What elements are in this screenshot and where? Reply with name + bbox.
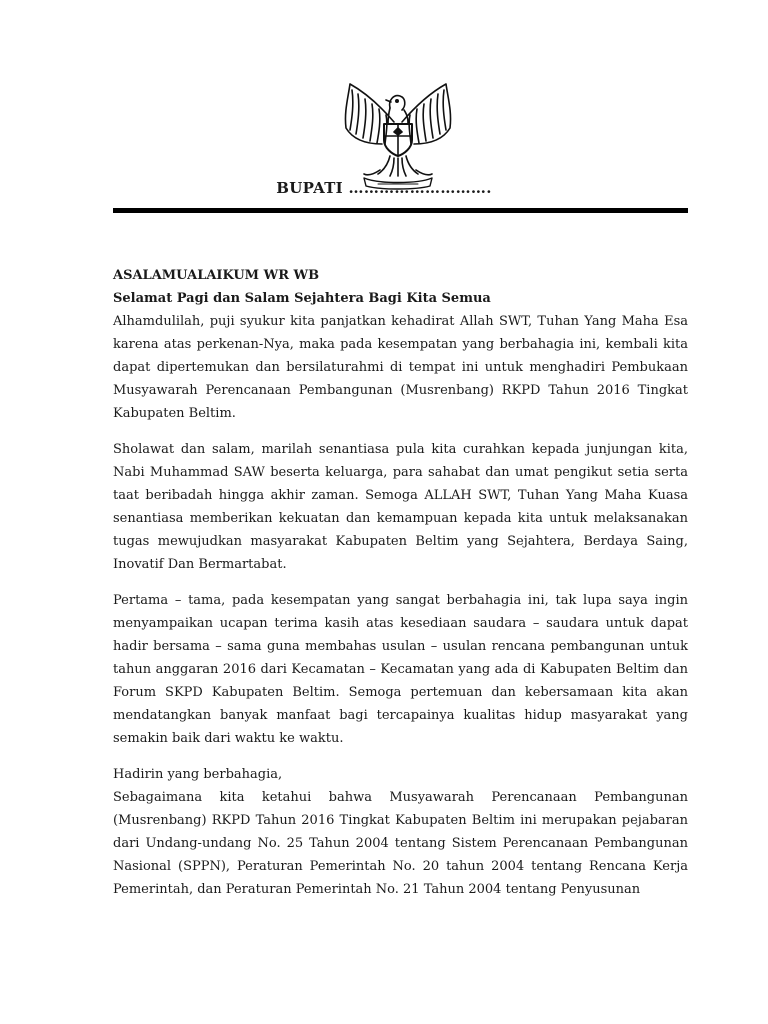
paragraph-5: Sebagaimana kita ketahui bahwa Musyawarah Perencanaan Pembangunan (Musrenbang) RKPD Tahun 2016 Tingkat Kabupaten Beltim ini merupakan pejabaran dari Undang-undang No. 25 Tahun 2004 tentang Sistem Perencanaan Pembangunan Nasional (SPPN), Peraturan Pemerintah No. 20 tahun 2004 tentang Rencana Kerja Pemerintah, dan Peraturan Pemerintah No. 21 Tahun 2004 tentang Penyusunan	[113, 790, 688, 897]
paragraph-4: Hadirin yang berbahagia,	[113, 767, 283, 782]
paragraph-2: Sholawat dan salam, marilah senantiasa pula kita curahkan kepada junjungan kita, Nabi Muhammad SAW beserta keluarga, para sahabat dan umat pengikut setia serta taat beribadah hingga akhir zaman. Semoga ALLAH SWT, Tuhan Yang Maha Kuasa senantiasa memberikan kekuatan dan kemampuan kepada kita untuk melaksanakan tugas mewujudkan masyarakat Kabupaten Beltim yang Sejahtera, Berdaya Saing, Inovatif Dan Bermartabat.	[113, 442, 688, 572]
greeting-selamat-pagi: Selamat Pagi dan Salam Sejahtera Bagi Kita Semua	[113, 291, 491, 306]
garuda-emblem-icon	[338, 78, 458, 190]
paragraph-1: Alhamdulilah, puji syukur kita panjatkan kehadirat Allah SWT, Tuhan Yang Maha Esa karena atas perkenan-Nya, maka pada kesempatan yang berbahagia ini, kembali kita dapat dipertemukan dan bersilaturahmi di tempat ini untuk menghadiri Pembukaan Musyawarah Perencanaan Pembangunan (Musrenbang) RKPD Tahun 2016 Tingkat Kabupaten Beltim.	[113, 314, 688, 421]
header-divider	[113, 208, 688, 213]
document-body	[113, 264, 688, 901]
greeting-salam: ASALAMUALAIKUM WR WB	[113, 268, 320, 283]
document-title: BUPATI ……………………….	[276, 179, 492, 197]
paragraph-3: Pertama – tama, pada kesempatan yang sangat berbahagia ini, tak lupa saya ingin menyampaikan ucapan terima kasih atas kesediaan saudara – saudara untuk dapat hadir bersama – sama guna membahas usulan – usulan rencana pembangunan untuk tahun anggaran 2016 dari Kecamatan – Kecamatan yang ada di Kabupaten Beltim dan Forum SKPD Kabupaten Beltim. Semoga pertemuan dan kebersamaan kita akan mendatangkan banyak manfaat bagi tercapainya kualitas hidup masyarakat yang semakin baik dari waktu ke waktu.	[113, 593, 688, 746]
